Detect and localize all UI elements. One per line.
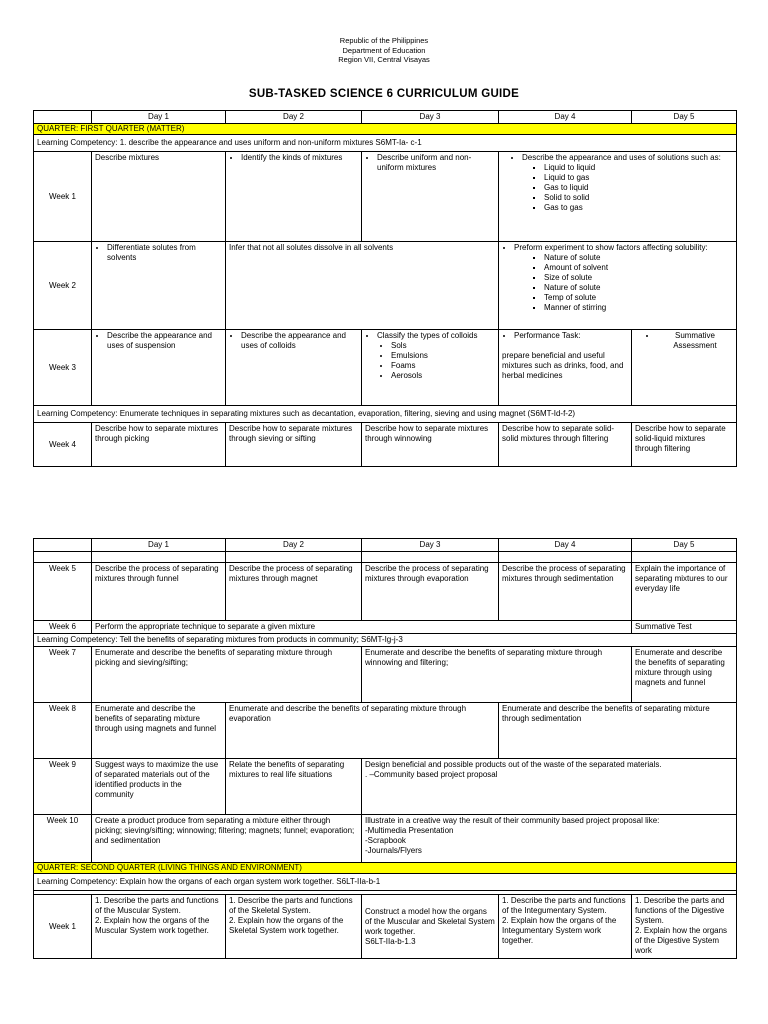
list-item: • Foams [391, 361, 495, 371]
list-item: • Classify the types of colloids [377, 331, 495, 341]
list-item: ▪ Solid to solid [544, 193, 733, 203]
table-row [34, 242, 737, 330]
cell-line: 2. Explain how the organs of the Digestive System work [635, 926, 728, 955]
blank-cell [34, 552, 92, 563]
cell-line: 1. Describe the parts and functions of the Muscular System. [95, 896, 219, 915]
cell-day-2: Relate the benefits of separating mixtures to real life situations [226, 759, 362, 815]
list-item: • Describe the appearance and uses of suspension [107, 331, 222, 351]
cell-line: 1. Describe the parts and functions of the Skeletal System. [229, 896, 353, 915]
competency-text: Learning Competency: Tell the benefits of separating mixtures from products in community; S6MT-Ig-j-3 [34, 634, 737, 647]
cell-day-5: Describe how to separate solid-liquid mixtures through filtering [632, 423, 737, 467]
week-label: Week 9 [34, 759, 92, 815]
blank-header-cell [34, 539, 92, 552]
cell-day-1 [92, 330, 226, 406]
day-3-header: Day 3 [362, 111, 499, 124]
list-item: • Describe uniform and non-uniform mixtures [377, 153, 495, 173]
cell-day-1 [92, 895, 226, 959]
table-row [34, 703, 737, 759]
cell-line: 2. Explain how the organs of the Integumentary System work together. [502, 916, 617, 945]
competency-text: Learning Competency: Explain how the organs of each organ system work together. S6LT-IIa-b-1 [34, 874, 737, 891]
cell-day-5: Summative Test [632, 621, 737, 634]
cell-day-4 [499, 895, 632, 959]
list-item: -Journals/Flyers [365, 846, 422, 855]
cell-day-1-2: Create a product produce from separating a mixture either through picking; sieving/sifting; winnowing; filtering; magnets; funnel; evaporation; and sedimentation [92, 815, 362, 863]
cell-line: 1. Describe the parts and functions of the Integumentary System. [502, 896, 626, 915]
table-row [34, 563, 737, 621]
quarter-label: QUARTER: FIRST QUARTER (MATTER) [34, 124, 737, 135]
list-item: • Emulsions [391, 351, 495, 361]
table-row [34, 330, 737, 406]
cell-day-1: Describe mixtures [92, 152, 226, 242]
competency-row [34, 406, 737, 423]
cell-day-1-4: Perform the appropriate technique to separate a given mixture [92, 621, 632, 634]
document-header [0, 36, 768, 65]
competency-row [34, 135, 737, 152]
blank-cell [632, 552, 737, 563]
quarter-row [34, 863, 737, 874]
table-row [34, 423, 737, 467]
cell-day-5 [632, 330, 737, 406]
list-item: • Sols [391, 341, 495, 351]
document-title: SUB-TASKED SCIENCE 6 CURRICULUM GUIDE [248, 88, 520, 100]
week-label: Week 5 [34, 563, 92, 621]
cell-day-1 [92, 242, 226, 330]
blank-cell [226, 552, 362, 563]
day-3-header: Day 3 [362, 539, 499, 552]
table-row [34, 647, 737, 703]
list-item: • Preform experiment to show factors affecting solubility: [514, 243, 733, 253]
list-item: • Summative Assessment [657, 331, 733, 351]
table-row [34, 895, 737, 959]
competency-text: Learning Competency: Enumerate techniques in separating mixtures such as decantation, evaporation, filtering, sieving and using magnet (S6MT-Id-f-2) [34, 406, 737, 423]
table-row [34, 621, 737, 634]
list-item: ▪ Size of solute [544, 273, 733, 283]
list-item: ▪ Nature of solute [544, 253, 733, 263]
cell-day-4-5 [499, 152, 737, 242]
cell-line: 2. Explain how the organs of the Skeletal System work together. [229, 916, 344, 935]
cell-day-1: Enumerate and describe the benefits of separating mixture through using magnets and funnel [92, 703, 226, 759]
project-proposal-text: . –Community based project proposal [365, 770, 498, 779]
day-5-header: Day 5 [632, 111, 737, 124]
day-2-header: Day 2 [226, 111, 362, 124]
cell-day-2-3: Enumerate and describe the benefits of separating mixture through evaporation [226, 703, 499, 759]
day-header-row [34, 111, 737, 124]
cell-day-2 [226, 152, 362, 242]
table-row [34, 815, 737, 863]
cell-day-4-5: Enumerate and describe the benefits of separating mixture through sedimentation [499, 703, 737, 759]
cell-day-3: Describe how to separate mixtures through winnowing [362, 423, 499, 467]
cell-day-4 [499, 330, 632, 406]
header-line-3: Region VII, Central Visayas [338, 55, 430, 64]
blank-cell [499, 552, 632, 563]
day-header-row [34, 539, 737, 552]
curriculum-table-2 [33, 538, 737, 959]
cell-day-2-3: Infer that not all solutes dissolve in all solvents [226, 242, 499, 330]
week-label: Week 4 [34, 423, 92, 467]
performance-task-text: prepare beneficial and useful mixtures such as drinks, food, and herbal medicines [502, 351, 624, 380]
list-item: • Describe the appearance and uses of colloids [241, 331, 358, 351]
table-row [34, 759, 737, 815]
list-item: ▪ Gas to gas [544, 203, 733, 213]
list-item: -Scrapbook [365, 836, 406, 845]
cell-day-3-4: Enumerate and describe the benefits of separating mixture through winnowing and filtering; [362, 647, 632, 703]
day-2-header: Day 2 [226, 539, 362, 552]
day-4-header: Day 4 [499, 111, 632, 124]
week-label: Week 1 [34, 152, 92, 242]
list-item: ▪ Gas to liquid [544, 183, 733, 193]
list-item: ▪ Liquid to liquid [544, 163, 733, 173]
list-item: ▪ Manner of stirring [544, 303, 733, 313]
day-4-header: Day 4 [499, 539, 632, 552]
list-item: ▪ Temp of solute [544, 293, 733, 303]
list-item: ▪ Liquid to gas [544, 173, 733, 183]
competency-row [34, 634, 737, 647]
list-item: • Performance Task: [514, 331, 628, 341]
cell-line: Construct a model how the organs of the Muscular and Skeletal System work together. [365, 907, 495, 936]
cell-day-4: Describe how to separate solid-solid mixtures through filtering [499, 423, 632, 467]
quarter-row [34, 124, 737, 135]
week-label: Week 2 [34, 242, 92, 330]
list-item: -Multimedia Presentation [365, 826, 454, 835]
competency-row [34, 874, 737, 891]
cell-day-2 [226, 330, 362, 406]
cell-day-4: Describe the process of separating mixtures through sedimentation [499, 563, 632, 621]
cell-day-1-2: Enumerate and describe the benefits of separating mixture through picking and sieving/sifting; [92, 647, 362, 703]
cell-day-5: Enumerate and describe the benefits of separating mixture through using magnets and funnel [632, 647, 737, 703]
list-item: • Describe the appearance and uses of solutions such as: [522, 153, 733, 163]
cell-day-3 [362, 895, 499, 959]
week-label: Week 6 [34, 621, 92, 634]
cell-line: S6LT-IIa-b-1.3 [365, 937, 416, 946]
list-item: ▪ Nature of solute [544, 283, 733, 293]
day-1-header: Day 1 [92, 111, 226, 124]
week-label: Week 7 [34, 647, 92, 703]
list-item: • Differentiate solutes from solvents [107, 243, 222, 263]
list-item: • Identify the kinds of mixtures [241, 153, 358, 163]
competency-text: Learning Competency: 1. describe the appearance and uses uniform and non-uniform mixtures S6MT-Ia- c-1 [34, 135, 737, 152]
cell-line: 2. Explain how the organs of the Muscular System work together. [95, 916, 210, 935]
cell-day-5 [632, 895, 737, 959]
week-label: Week 10 [34, 815, 92, 863]
cell-line: 1. Describe the parts and functions of the Digestive System. [635, 896, 725, 925]
cell-day-1: Describe how to separate mixtures through picking [92, 423, 226, 467]
cell-day-2: Describe how to separate mixtures through sieving or sifting [226, 423, 362, 467]
list-item: • Aerosols [391, 371, 495, 381]
week-label: Week 8 [34, 703, 92, 759]
cell-day-1: Suggest ways to maximize the use of separated materials out of the identified products in the community [92, 759, 226, 815]
quarter-label: QUARTER: SECOND QUARTER (LIVING THINGS AND ENVIRONMENT) [34, 863, 737, 874]
week-label: Week 1 [34, 895, 92, 959]
cell-day-3 [362, 152, 499, 242]
list-item: ▪ Amount of solvent [544, 263, 733, 273]
table-row [34, 152, 737, 242]
blank-cell [362, 552, 499, 563]
cell-day-5: Explain the importance of separating mixtures to our everyday life [632, 563, 737, 621]
cell-day-2: Describe the process of separating mixtures through magnet [226, 563, 362, 621]
cell-day-2 [226, 895, 362, 959]
illustrate-text: Illustrate in a creative way the result of their community based project proposal like: [365, 816, 660, 825]
header-line-2: Department of Education [342, 45, 426, 55]
header-line-1: Republic of the Philippines [339, 36, 429, 45]
cell-day-1: Describe the process of separating mixtures through funnel [92, 563, 226, 621]
day-5-header: Day 5 [632, 539, 737, 552]
blank-cell [92, 552, 226, 563]
blank-header-cell [34, 111, 92, 124]
blank-row [34, 552, 737, 563]
curriculum-table-1 [33, 110, 737, 467]
cell-day-3 [362, 330, 499, 406]
cell-day-3-5 [362, 759, 737, 815]
cell-day-3: Describe the process of separating mixtures through evaporation [362, 563, 499, 621]
design-text: Design beneficial and possible products out of the waste of the separated materials. [365, 760, 662, 769]
cell-day-3-5 [362, 815, 737, 863]
cell-day-4-5 [499, 242, 737, 330]
week-label: Week 3 [34, 330, 92, 406]
day-1-header: Day 1 [92, 539, 226, 552]
